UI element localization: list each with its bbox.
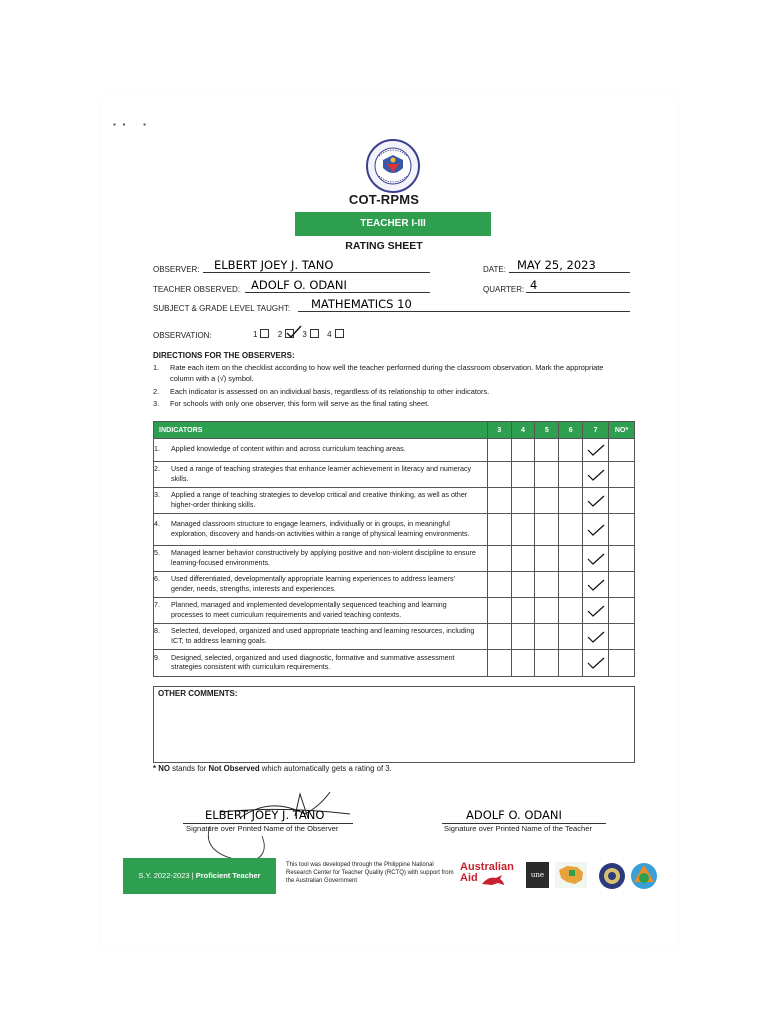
rating-cell-no[interactable] [609,546,635,572]
not-observed-note: * NO stands for Not Observed which automatically gets a rating of 3. [153,764,392,773]
quarter-label: QUARTER: [483,285,525,294]
rating-cell-6[interactable] [559,439,583,462]
observation-option-3[interactable]: 3 [302,330,324,339]
column-header-3: 3 [487,422,511,439]
teacher-education-council-logo-icon [630,862,658,890]
rating-cell-4[interactable] [511,546,535,572]
indicator-number: 8. [154,627,160,635]
observer-line [203,272,430,273]
column-header-5: 5 [535,422,559,439]
rating-cell-3[interactable] [487,546,511,572]
table-row [154,598,635,624]
rating-cell-6[interactable] [559,624,583,650]
rating-cell-no[interactable] [609,439,635,462]
form-subtitle: RATING SHEET [345,240,423,252]
rating-cell-no[interactable] [609,650,635,677]
rating-cell-no[interactable] [609,598,635,624]
rating-check-icon [586,656,606,670]
rating-cell-7[interactable] [583,439,609,462]
footer-credit-text: This tool was developed through the Philippine National Research Center for Teacher Quality (RCTQ) with support from the Australian Government [286,862,454,884]
australian-aid-logo: Australian Aid [460,861,514,884]
table-header-row [154,422,635,439]
observer-signature-caption: Signature over Printed Name of the Observer [186,824,339,833]
kangaroo-icon [480,874,506,886]
rating-cell-7[interactable] [583,650,609,677]
date-label: DATE: [483,265,506,274]
direction-item: 1. Rate each item on the checklist according to how well the teacher performed during the classroom observation. Mark the appropriate column with a (√) symbol. [153,363,604,383]
school-year-banner: S.Y. 2022-2023 | Proficient Teacher [123,858,276,894]
rating-check-icon [586,552,606,566]
subject-label: SUBJECT & GRADE LEVEL TAUGHT: [153,304,291,313]
scan-specks: ▪ ▪ ▪ [113,120,146,129]
table-row [154,514,635,546]
rating-cell-6[interactable] [559,488,583,514]
direction-item: 2. Each indicator is assessed on an individual basis, regardless of its relationship to other indicators. [153,387,490,396]
quarter-line [526,292,630,293]
rating-cell-3[interactable] [487,462,511,488]
teacher-observed-label: TEACHER OBSERVED: [153,285,240,294]
rating-cell-5[interactable] [535,439,559,462]
observer-label: OBSERVER: [153,265,200,274]
observation-option-2[interactable]: 2 [278,330,303,339]
table-row [154,624,635,650]
rating-cell-4[interactable] [511,439,535,462]
table-row [154,439,635,462]
teacher-observed-field[interactable]: ADOLF O. ODANI [251,278,347,292]
rating-cell-3[interactable] [487,572,511,598]
other-comments-label: OTHER COMMENTS: [158,689,238,698]
rating-cell-6[interactable] [559,514,583,546]
teacher-level-banner: TEACHER I-III [295,212,491,236]
indicator-number: 7. [154,601,160,609]
other-comments-box[interactable] [153,686,635,763]
form-title: COT-RPMS [348,192,420,207]
rating-cell-3[interactable] [487,488,511,514]
indicator-cell [154,546,488,572]
rating-cell-no[interactable] [609,572,635,598]
direction-item: 3. For schools with only one observer, this form will serve as the final rating sheet. [153,399,430,408]
rating-cell-7[interactable] [583,624,609,650]
indicator-number: 6. [154,575,160,583]
rating-cell-4[interactable] [511,572,535,598]
rating-cell-4[interactable] [511,488,535,514]
deped-small-seal-icon [598,862,626,890]
rating-table [153,421,635,677]
rating-cell-5[interactable] [535,650,559,677]
indicator-cell [154,572,488,598]
rating-check-icon [586,443,606,457]
une-logo: une [526,862,549,888]
indicator-text: Managed classroom structure to engage learners, individually or in groups, in meaningful exploration, discovery and hands-on activities within a range of physical learning environments. [171,520,470,538]
indicator-cell [154,514,488,546]
column-header-4: 4 [511,422,535,439]
indicator-text: Planned, managed and implemented developmentally sequenced teaching and learning processes to meet curriculum requirements and varied teaching contexts. [171,601,447,619]
rating-cell-5[interactable] [535,462,559,488]
rating-cell-5[interactable] [535,514,559,546]
table-row [154,572,635,598]
teacher-signature-caption: Signature over Printed Name of the Teacher [444,824,593,833]
rating-check-icon [586,604,606,618]
indicator-text: Designed, selected, organized and used diagnostic, formative and summative assessment strategies consistent with curriculum requirements. [171,653,455,671]
check-mark-icon [286,325,302,340]
rating-cell-no[interactable] [609,488,635,514]
rating-cell-3[interactable] [487,650,511,677]
rating-cell-3[interactable] [487,598,511,624]
rating-cell-7[interactable] [583,598,609,624]
rating-cell-6[interactable] [559,546,583,572]
table-row [154,546,635,572]
rating-cell-3[interactable] [487,439,511,462]
rating-cell-6[interactable] [559,650,583,677]
rating-cell-no[interactable] [609,514,635,546]
rating-cell-5[interactable] [535,546,559,572]
indicator-text: Managed learner behavior constructively by applying positive and non-violent discipline to ensure learning-focused environments. [171,549,476,567]
indicator-text: Applied a range of teaching strategies to develop critical and creative thinking, as well as other higher-order thinking skills. [171,491,468,509]
rating-cell-4[interactable] [511,624,535,650]
table-row [154,488,635,514]
teacher-printed-name: ADOLF O. ODANI [466,808,562,822]
rating-cell-7[interactable] [583,546,609,572]
subject-line [298,311,630,312]
rating-cell-4[interactable] [511,650,535,677]
rating-cell-no[interactable] [609,462,635,488]
rating-cell-7[interactable] [583,572,609,598]
table-row [154,650,635,677]
indicator-number: 4. [154,520,160,528]
rating-cell-7[interactable] [583,462,609,488]
observer-field[interactable]: ELBERT JOEY J. TANO [214,258,334,272]
rating-cell-5[interactable] [535,598,559,624]
indicator-text: Used a range of teaching strategies that enhance learner achievement in literacy and numeracy skills. [171,465,472,483]
indicator-number: 3. [154,491,160,499]
rating-cell-6[interactable] [559,462,583,488]
observation-option-4[interactable]: 4 [327,330,349,339]
rating-cell-no[interactable] [609,624,635,650]
rating-check-icon [586,630,606,644]
rating-cell-7[interactable] [583,514,609,546]
table-row [154,462,635,488]
rating-check-icon [586,494,606,508]
deped-seal-icon [365,138,421,194]
column-header-7: 7 [583,422,609,439]
rating-cell-5[interactable] [535,624,559,650]
observer-printed-name: ELBERT JOEY J. TANO [205,808,325,822]
indicator-text: Selected, developed, organized and used appropriate teaching and learning resources, including ICT, to address learning goals. [171,627,475,645]
indicator-cell [154,488,488,514]
rating-check-icon [586,468,606,482]
rating-cell-6[interactable] [559,572,583,598]
column-header-not-observed: NO* [609,422,635,439]
column-header-6: 6 [559,422,583,439]
rating-cell-5[interactable] [535,572,559,598]
column-header-indicators: INDICATORS [154,422,488,439]
observation-options [253,329,350,339]
rating-check-icon [586,578,606,592]
quarter-field[interactable]: 4 [530,278,538,292]
indicator-cell [154,462,488,488]
observation-label: OBSERVATION: [153,331,212,340]
rating-cell-7[interactable] [583,488,609,514]
indicator-cell [154,439,488,462]
indicator-number: 5. [154,549,160,557]
indicator-cell [154,624,488,650]
rating-cell-3[interactable] [487,624,511,650]
rating-cell-6[interactable] [559,598,583,624]
rating-cell-4[interactable] [511,598,535,624]
indicator-text: Applied knowledge of content within and across curriculum teaching areas. [171,445,406,454]
subject-field[interactable]: MATHEMATICS 10 [311,297,412,311]
date-line [509,272,630,273]
indicator-text: Used differentiated, developmentally appropriate learning experiences to address learners' gender, needs, strengths, interests and experiences. [171,575,455,593]
directions-title: DIRECTIONS FOR THE OBSERVERS: [153,351,295,360]
rating-check-icon [586,523,606,537]
indicator-cell [154,598,488,624]
rating-cell-4[interactable] [511,514,535,546]
indicator-number: 9. [154,653,160,662]
rating-cell-5[interactable] [535,488,559,514]
rating-cell-4[interactable] [511,462,535,488]
indicator-number: 2. [154,465,160,473]
indicator-cell [154,650,488,677]
date-field[interactable]: MAY 25, 2023 [517,258,596,272]
rctq-australia-logo-icon [555,862,587,888]
indicator-number: 1. [154,445,160,454]
observation-option-1[interactable]: 1 [253,330,275,339]
teacher-observed-line [245,292,430,293]
rating-cell-3[interactable] [487,514,511,546]
